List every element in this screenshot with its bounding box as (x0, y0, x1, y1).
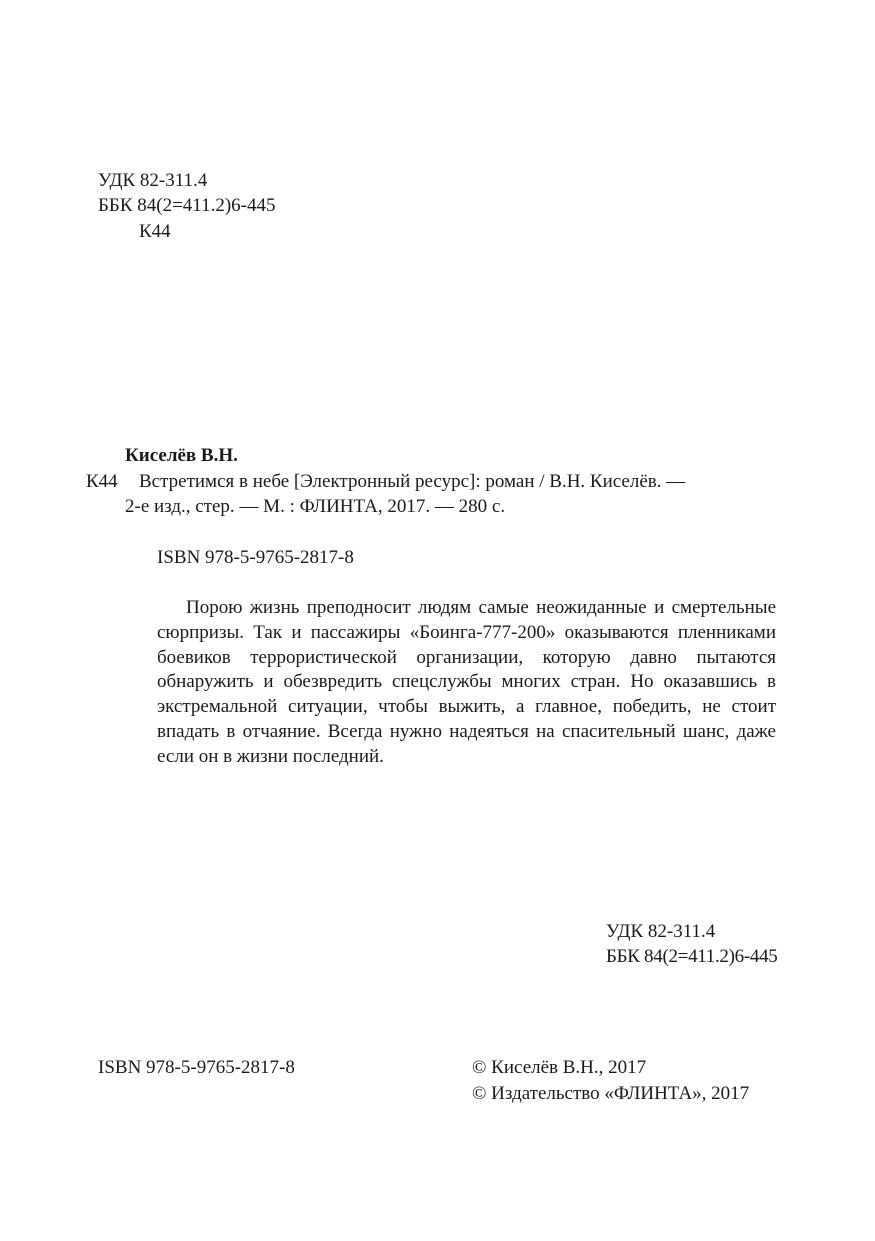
copyright-author: © Киселёв В.Н., 2017 (472, 1057, 647, 1078)
copyright-publisher: © Издательство «ФЛИНТА», 2017 (472, 1083, 750, 1104)
author-mark: К44 (139, 221, 171, 242)
bbk-code: ББК 84(2=411.2)6-445 (98, 195, 276, 216)
annotation-paragraph: Порою жизнь преподносит людям самые неожиданные и смертельные сюрпризы. Так и пассажиры «Боинга-777-200» оказываются пленниками боевиков террористической организации, которую давно пытаются обнаружить и обезвредить спецслужбы многих стран. Но оказавшись в экстремальной ситуации, чтобы выжить, а главное, победить, не стоит впадать в отчаяние. Всегда нужно надеяться на спасительный шанс, даже если он в жизни последний. (157, 597, 776, 767)
record-title-line-2: 2-е изд., стер. — М. : ФЛИНТА, 2017. — 280 с. (125, 496, 506, 517)
udk-code: УДК 82-311.4 (98, 170, 208, 191)
record-author: Киселёв В.Н. (125, 445, 238, 466)
footer-udk-code: УДК 82-311.4 (606, 921, 716, 942)
record-title-line-1: Встретимся в небе [Электронный ресурс]: роман / В.Н. Киселёв. — (139, 471, 686, 492)
footer-bbk-code: ББК 84(2=411.2)6-445 (606, 946, 778, 967)
footer-isbn: ISBN 978-5-9765-2817-8 (98, 1057, 295, 1078)
record-isbn: ISBN 978-5-9765-2817-8 (157, 547, 354, 568)
record-author-mark: К44 (86, 471, 118, 492)
